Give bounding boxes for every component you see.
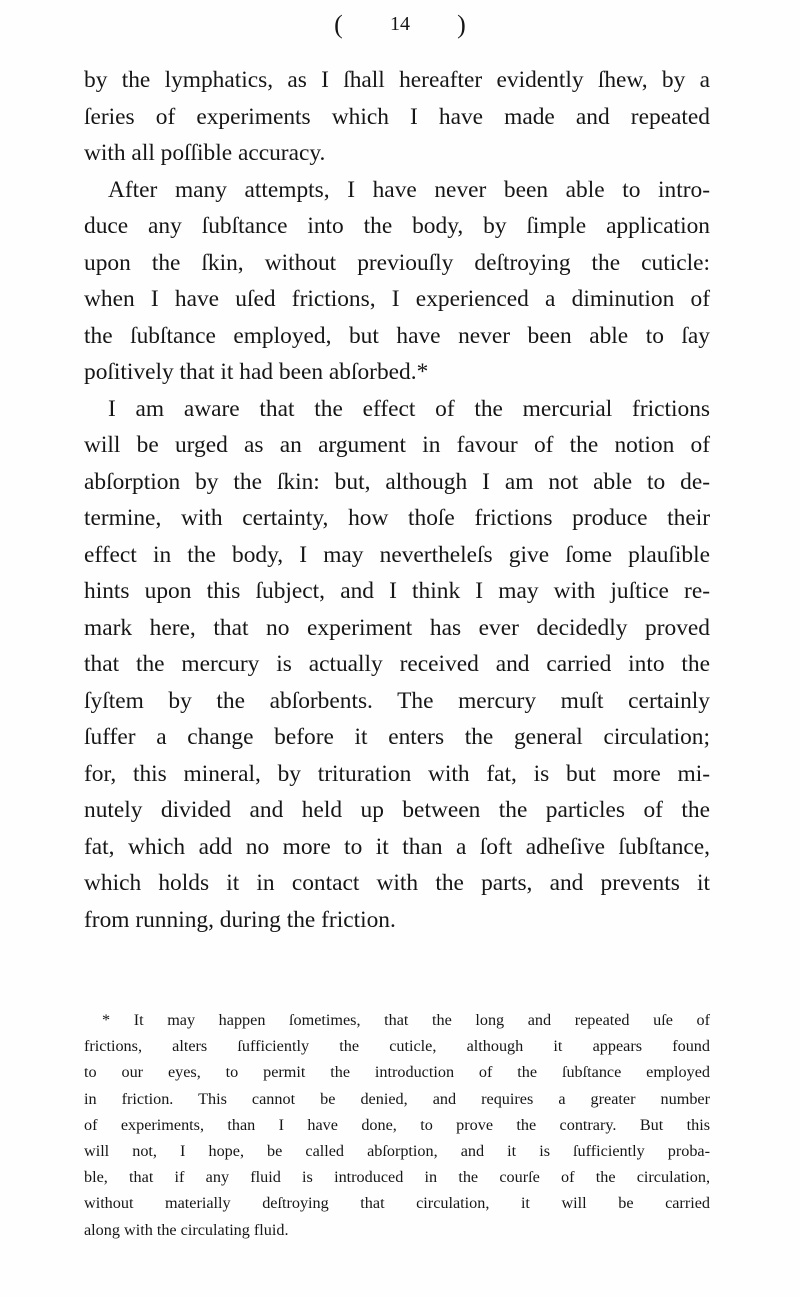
page-number xyxy=(0,10,800,40)
footnote xyxy=(84,1007,710,1243)
body-line: After many attempts, I have never been able to intro- xyxy=(108,176,710,203)
footnote-line: * It may happen ſometimes, that the long and repeated uſe of xyxy=(102,1011,710,1029)
footnote-line: will not, I hope, be called abſorption, and it is ſufficiently proba- xyxy=(84,1141,710,1160)
body-line: effect in the body, I may nevertheleſs give ſome plauſible xyxy=(84,541,710,568)
footnote-line: frictions, alters ſufficiently the cuticle, although it appears found xyxy=(84,1037,710,1056)
body-line: for, this mineral, by trituration with fat, is but more mi- xyxy=(84,760,710,787)
body-line: nutely divided and held up between the particles of the xyxy=(84,797,710,823)
body-text xyxy=(84,62,710,938)
body-line: fat, which add no more to it than a ſoft adheſive ſubſtance, xyxy=(84,833,710,860)
body-line: from running, during the friction. xyxy=(84,906,396,933)
body-line: ſuffer a change before it enters the general circulation; xyxy=(84,724,710,750)
body-line: with all poſſible accuracy. xyxy=(84,140,326,166)
body-line: termine, with certainty, how thoſe frictions produce their xyxy=(84,505,710,531)
body-line: by the lymphatics, as I ſhall hereafter evidently ſhew, by a xyxy=(84,67,710,93)
body-line: upon the ſkin, without previouſly deſtroying the cuticle: xyxy=(84,249,710,276)
body-line: the ſubſtance employed, but have never been able to ſay xyxy=(84,322,710,349)
body-line: ſeries of experiments which I have made and repeated xyxy=(84,103,710,130)
footnote-line: to our eyes, to permit the introduction of the ſubſtance employed xyxy=(84,1063,710,1082)
body-line: ſyſtem by the abſorbents. The mercury muſt certainly xyxy=(84,687,710,714)
body-line: abſorption by the ſkin: but, although I am not able to de- xyxy=(84,468,710,495)
footnote-line: in friction. This cannot be denied, and requires a greater number xyxy=(84,1089,710,1108)
footnote-line: ble, that if any fluid is introduced in the courſe of the circulation, xyxy=(84,1168,710,1187)
footnote-line: along with the circulating fluid. xyxy=(84,1220,289,1239)
body-line: that the mercury is actually received and carried into the xyxy=(84,651,710,677)
body-line: when I have uſed frictions, I experienced a diminution of xyxy=(84,286,710,312)
page-number-value: 14 xyxy=(390,13,410,35)
body-line: will be urged as an argument in favour of the notion of xyxy=(84,432,710,458)
body-line: poſitively that it had been abſorbed.* xyxy=(84,359,429,385)
page-number-open-paren: ( xyxy=(334,10,343,39)
footnote-line: of experiments, than I have done, to prove the contrary. But this xyxy=(84,1115,710,1134)
page-number-close-paren: ) xyxy=(457,10,466,39)
body-line: mark here, that no experiment has ever decidedly proved xyxy=(84,614,710,641)
body-line: hints upon this ſubject, and I think I may with juſtice re- xyxy=(84,578,710,604)
body-line: duce any ſubſtance into the body, by ſimple application xyxy=(84,213,710,239)
footnote-line: without materially deſtroying that circulation, it will be carried xyxy=(84,1194,710,1213)
body-line: which holds it in contact with the parts, and prevents it xyxy=(84,870,710,896)
body-line: I am aware that the effect of the mercurial frictions xyxy=(108,395,710,422)
